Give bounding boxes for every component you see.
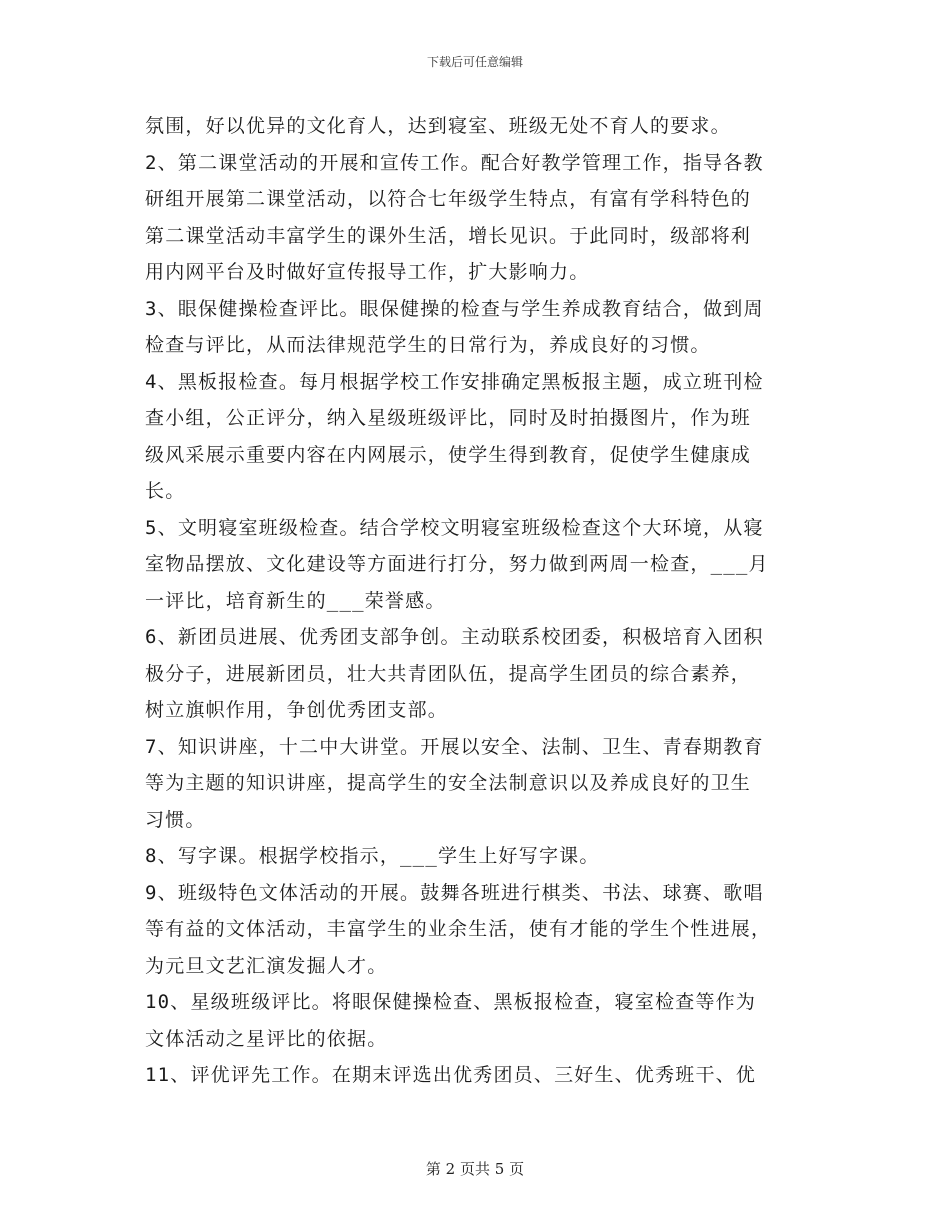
page-header: 下载后可任意编辑	[426, 55, 523, 69]
text-line: 11、评优评先工作。在期末评选出优秀团员、三好生、优秀班干、优	[145, 1064, 757, 1086]
text-line: 6、新团员进展、优秀团支部争创。主动联系校团委，积极培育入团积	[145, 626, 764, 648]
page-number: 第 2 页共 5 页	[425, 1160, 525, 1178]
text-line: 9、班级特色文体活动的开展。鼓舞各班进行棋类、书法、球赛、歌唱	[145, 881, 764, 904]
text-line: 7、知识讲座，十二中大讲堂。开展以安全、法制、卫生、青春期教育	[145, 735, 764, 758]
text-line: 为元旦文艺汇演发掘人才。	[145, 954, 388, 977]
text-line: 研组开展第二课堂活动，以符合七年级学生特点，有富有学科特色的	[145, 188, 752, 210]
text-line: 查小组，公正评分，纳入星级班级评比，同时及时拍摄图片，作为班	[145, 407, 752, 429]
text-line: 2、第二课堂活动的开展和宣传工作。配合好教学管理工作，指导各教	[145, 151, 764, 174]
text-line: 用内网平台及时做好宣传报导工作，扩大影响力。	[145, 261, 590, 283]
text-line: 5、文明寝室班级检查。结合学校文明寝室班级检查这个大环境，从寝	[145, 516, 764, 539]
text-line: 一评比，培育新生的___荣誉感。	[145, 589, 446, 612]
text-line: 等为主题的知识讲座，提高学生的安全法制意识以及养成良好的卫生	[145, 772, 752, 794]
text-line: 长。	[145, 480, 186, 502]
text-line: 氛围，好以优异的文化育人，达到寝室、班级无处不育人的要求。	[145, 115, 731, 137]
text-line: 8、写字课。根据学校指示，___学生上好写字课。	[145, 845, 600, 867]
text-line: 10、星级班级评比。将眼保健操检查、黑板报检查，寝室检查等作为	[145, 991, 757, 1013]
text-line: 等有益的文体活动，丰富学生的业余生活，使有才能的学生个性进展，	[145, 918, 772, 940]
text-line: 3、眼保健操检查评比。眼保健操的检查与学生养成教育结合，做到周	[145, 297, 764, 320]
text-line: 习惯。	[145, 808, 206, 831]
text-line: 级风采展示重要内容在内网展示，使学生得到教育，促使学生健康成	[145, 443, 752, 466]
text-line: 4、黑板报检查。每月根据学校工作安排确定黑板报主题，成立班刊检	[145, 370, 764, 393]
text-line: 检查与评比，从而法律规范学生的日常行为，养成良好的习惯。	[145, 334, 711, 356]
text-line: 极分子，进展新团员，壮大共青团队伍，提高学生团员的综合素养，	[145, 662, 752, 685]
document-body	[145, 108, 810, 1094]
text-line: 第二课堂活动丰富学生的课外生活，增长见识。于此同时，级部将利	[145, 224, 752, 247]
text-line: 树立旗帜作用，争创优秀团支部。	[145, 699, 449, 721]
text-line: 文体活动之星评比的依据。	[145, 1027, 388, 1050]
text-line: 室物品摆放、文化建设等方面进行打分，努力做到两周一检查，___月	[145, 553, 769, 575]
